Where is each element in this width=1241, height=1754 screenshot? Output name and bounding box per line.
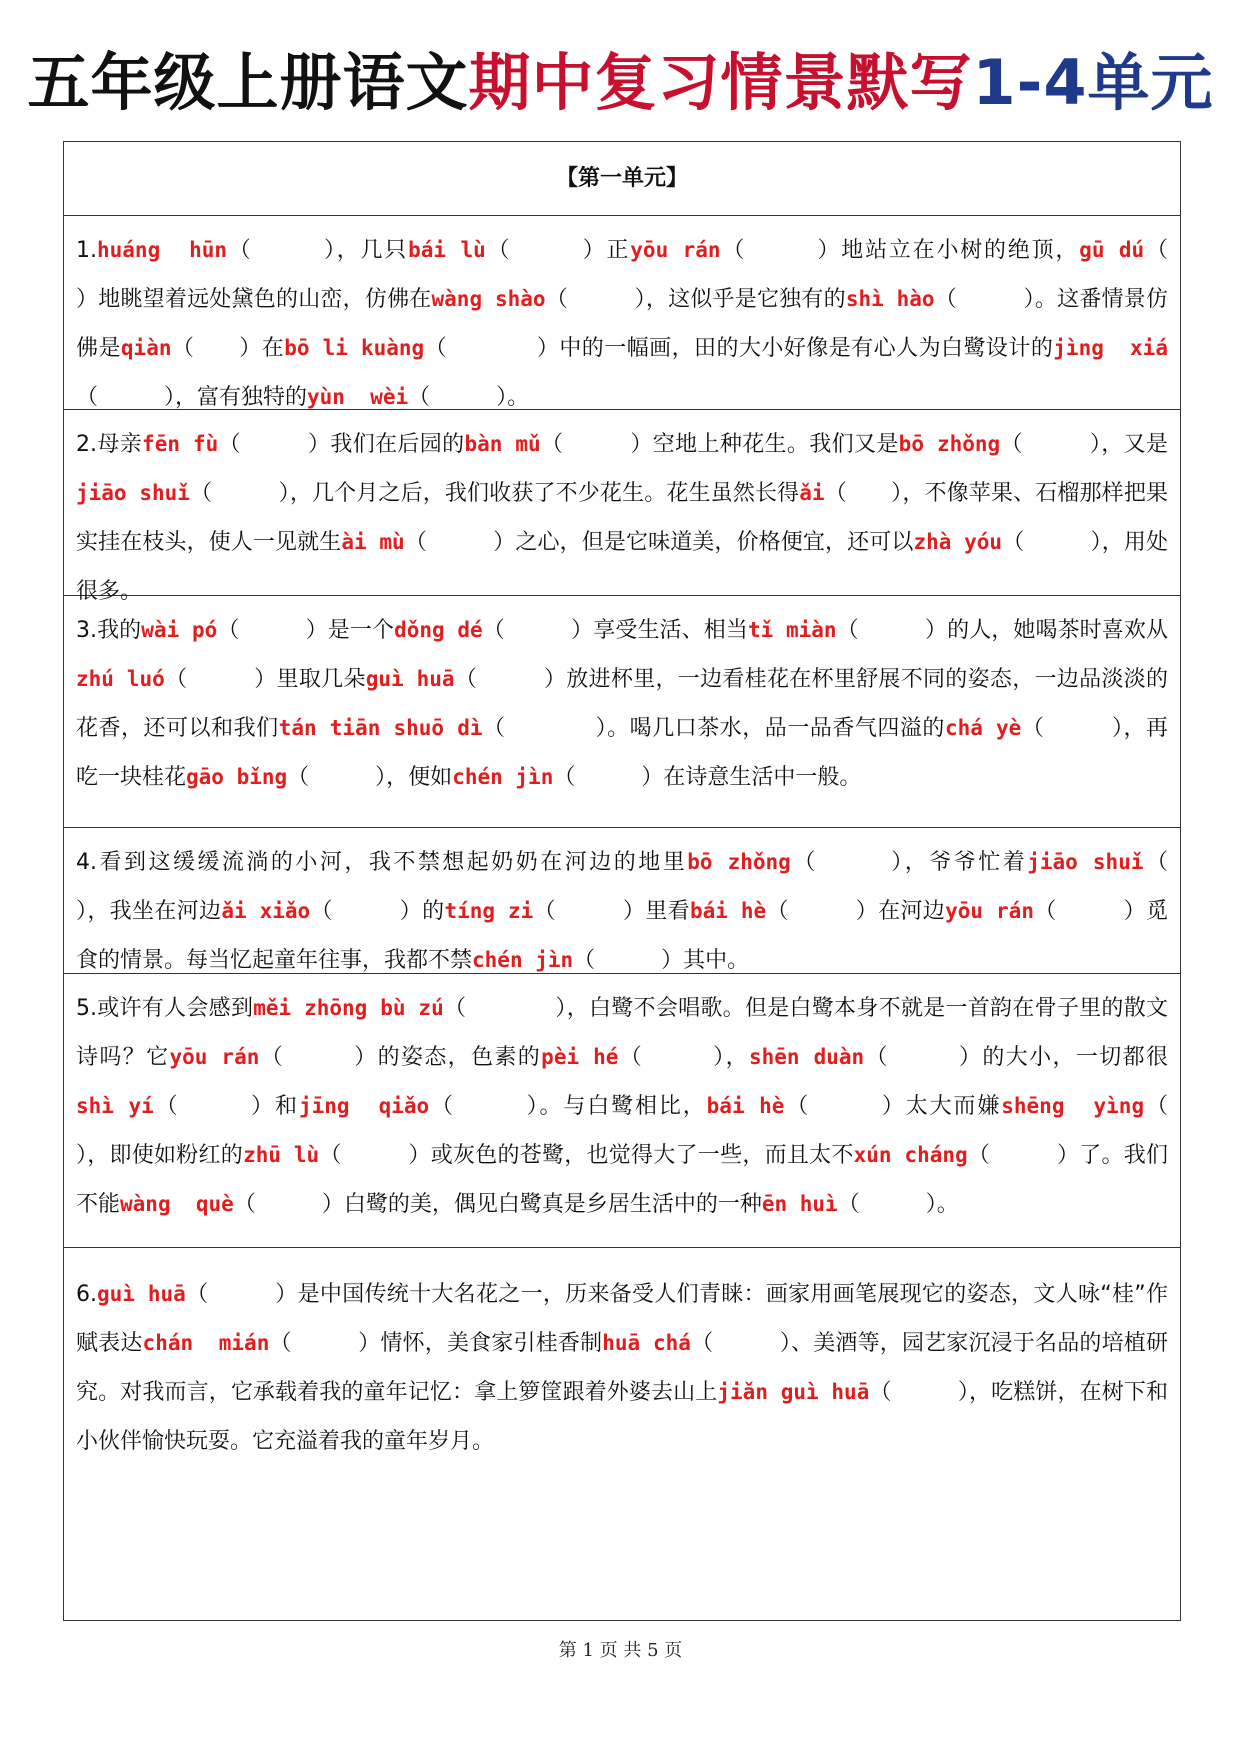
pinyin-prompt: jīng qiǎo [298,1094,430,1118]
pinyin-prompt: bái hè [706,1094,785,1118]
question-text: （ ），几个月之后，我们收获了不少花生。花生虽然长得 [189,481,800,506]
pinyin-prompt: yōu rán [169,1045,260,1069]
pinyin-prompt: dǒng dé [394,618,483,642]
page-footer: 第 1 页 共 5 页 [558,1640,683,1661]
question-text: （ ）是中国传统十大名花之一，历来备受人们青睐：画家用画笔展现它的姿态，文人咏“桂”作赋表达 [76,1282,1168,1356]
pinyin-prompt: bàn mǔ [464,432,541,456]
pinyin-prompt: huáng hūn [97,238,228,262]
question-text: （ ），我坐在河边 [76,850,1234,924]
pinyin-prompt: yùn wèi [307,385,409,409]
question-1 [64,216,1234,410]
pinyin-prompt: jiāo shuǐ [1027,850,1144,874]
pinyin-prompt: wài pó [141,618,218,642]
pinyin-prompt: ǎi xiǎo [221,899,311,923]
pinyin-prompt: zhà yóu [913,530,1003,554]
question-text: （ ），即使如粉红的 [76,1094,1234,1168]
question-text: （ ）觅食的情景。每当忆起童年往事，我都不禁 [76,899,1168,973]
question-2 [64,410,1180,604]
question-text: （ ）和 [153,1094,299,1119]
question-text: （ ）在 [171,336,285,361]
pinyin-prompt: tíng zi [444,899,534,923]
question-text: （ ）里看 [533,899,690,924]
title-red-part: 期中复习情景默写 [468,46,973,119]
question-text: （ ）地眺望着远处黛色的山峦，仿佛在 [76,238,1234,312]
pinyin-prompt: shēn duàn [749,1045,865,1069]
pinyin-prompt: gū dú [1079,238,1145,262]
question-text: （ ）的 [310,899,445,924]
question-text: （ ），不像苹果、石榴那样把果实挂在枝头，使人一见就生 [76,481,1168,555]
question-text: 1. [76,238,97,263]
pinyin-prompt: ài mù [341,530,405,554]
question-text: （ ）地站立在小树的绝顶， [720,238,1080,263]
pinyin-prompt: guì huā [365,667,455,691]
pinyin-prompt: huā chá [602,1331,691,1355]
question-text: （ ），再吃一块桂花 [76,716,1168,790]
pinyin-prompt: ēn huì [761,1192,838,1216]
question-text: （ ）之心，但是它味道美，价格便宜，还可以 [404,530,914,555]
question-text: （ ），又是 [1000,432,1168,457]
question-text: （ ）享受生活、相当 [482,618,748,643]
question-text: （ ）的人，她喝茶时喜欢从 [836,618,1168,643]
question-text: （ ），富有独特的 [76,385,308,410]
pinyin-prompt: jìng xiá [1053,336,1168,360]
title-black-part: 五年级上册语文 [27,46,469,119]
question-text: （ ）。 [837,1192,959,1217]
question-text: （ ），几只 [227,238,409,263]
question-text: （ ），这似乎是它独有的 [545,287,846,312]
pinyin-prompt: pèi hé [541,1045,619,1069]
pinyin-prompt: bō zhǒng [898,432,1001,456]
pinyin-prompt: wàng shào [431,287,546,311]
pinyin-prompt: bái lù [408,238,486,262]
pinyin-prompt: yōu rán [945,899,1034,923]
pinyin-prompt: guì huā [97,1282,186,1306]
question-text: （ ）了。我们不能 [76,1143,1168,1217]
pinyin-prompt: zhú luó [76,667,165,691]
pinyin-prompt: wàng què [120,1192,234,1216]
question-text: 6. [76,1282,97,1307]
pinyin-prompt: chén jìn [452,765,554,789]
question-4 [64,828,1234,974]
pinyin-prompt: chén jìn [472,948,574,972]
pinyin-prompt: bō zhǒng [687,850,791,874]
question-6 [64,1248,1180,1474]
section-header: 【第一单元】 [64,142,1180,216]
title-blue-part: 1-4单元 [972,46,1214,119]
question-text: 4.看到这缓缓流淌的小河，我不禁想起奶奶在河边的地里 [76,850,688,875]
pinyin-prompt: shì yí [76,1094,154,1118]
exercise-table [63,141,1234,1621]
pinyin-prompt: jiāo shuǐ [76,481,190,505]
question-text: 5.或许有人会感到 [76,996,254,1021]
pinyin-prompt: bái hè [689,899,767,923]
pinyin-prompt: chán mián [142,1331,270,1355]
pinyin-prompt: xún cháng [853,1143,968,1167]
question-text: （ ）太大而嫌 [784,1094,1002,1119]
question-text: （ ）在河边 [766,899,946,924]
question-text: （ ），吃糕饼，在树下和小伙伴愉快玩耍。它充溢着我的童年岁月。 [76,1380,1168,1454]
question-text: （ ）我们在后园的 [218,432,465,457]
question-text: （ ）中的一幅画，田的大小好像是有心人为白鹭设计的 [424,336,1054,361]
pinyin-prompt: fēn fù [142,432,219,456]
pinyin-prompt: jiǎn guì huā [717,1380,870,1404]
pinyin-prompt: měi zhōng bù zú [253,996,444,1020]
pinyin-prompt: chá yè [944,716,1022,740]
pinyin-prompt: zhū lù [243,1143,320,1167]
question-text: （ ）正 [485,238,631,263]
pinyin-prompt: qiàn [120,336,172,360]
question-text: （ ）的姿态，色素的 [259,1045,542,1070]
question-text: （ ），爷爷忙着 [790,850,1028,875]
pinyin-prompt: bō li kuàng [284,336,425,360]
question-text: （ ）。与白鹭相比， [429,1094,707,1119]
question-text: （ ）或灰色的苍鹭，也觉得大了一些，而且太不 [319,1143,854,1168]
question-text: 3.我的 [76,618,142,643]
question-text: （ ）。这番情景仿佛是 [76,287,1168,361]
question-text: （ ），便如 [287,765,453,790]
question-text: （ ）里取几朵 [164,667,366,692]
question-text: （ ）是一个 [217,618,395,643]
pinyin-prompt: shēng yìng [1001,1094,1145,1118]
question-text: 2.母亲 [76,432,143,457]
question-text: （ ）。 [408,385,530,410]
question-text: （ ）。喝几口茶水，品一品香气四溢的 [482,716,945,741]
question-text: （ ），用处很多。 [76,530,1168,604]
question-text: （ ）白鹭的美，偶见白鹭真是乡居生活中的一种 [233,1192,762,1217]
question-text: （ ）其中。 [573,948,750,973]
pinyin-prompt: gāo bǐng [186,765,288,789]
question-text: （ ）放进杯里，一边看桂花在杯里舒展不同的姿态，一边品淡淡的花香，还可以和我们 [76,667,1168,741]
question-text: （ ）情怀，美食家引桂香制 [269,1331,603,1356]
question-text: （ ），白鹭不会唱歌。但是白鹭本身不就是一首韵在骨子里的散文诗吗？它 [76,996,1168,1070]
question-text: （ ）的大小，一切都很 [864,1045,1168,1070]
pinyin-prompt: tǐ miàn [747,618,837,642]
question-text: （ ）空地上种花生。我们又是 [540,432,899,457]
pinyin-prompt: ǎi [799,481,825,505]
pinyin-prompt: yōu rán [630,238,721,262]
question-text: （ ）， [618,1045,749,1070]
question-text: （ ）在诗意生活中一般。 [553,765,862,790]
pinyin-prompt: shì hào [845,287,935,311]
pinyin-prompt: tán tiān shuō dì [278,716,483,740]
question-3 [64,596,1180,828]
question-5 [64,974,1234,1248]
question-text: （ ）、美酒等，园艺家沉浸于名品的培植研究。对我而言，它承载着我的童年记忆：拿上箩筐跟着外婆去山上 [76,1331,1168,1405]
page-title [0,38,1241,128]
